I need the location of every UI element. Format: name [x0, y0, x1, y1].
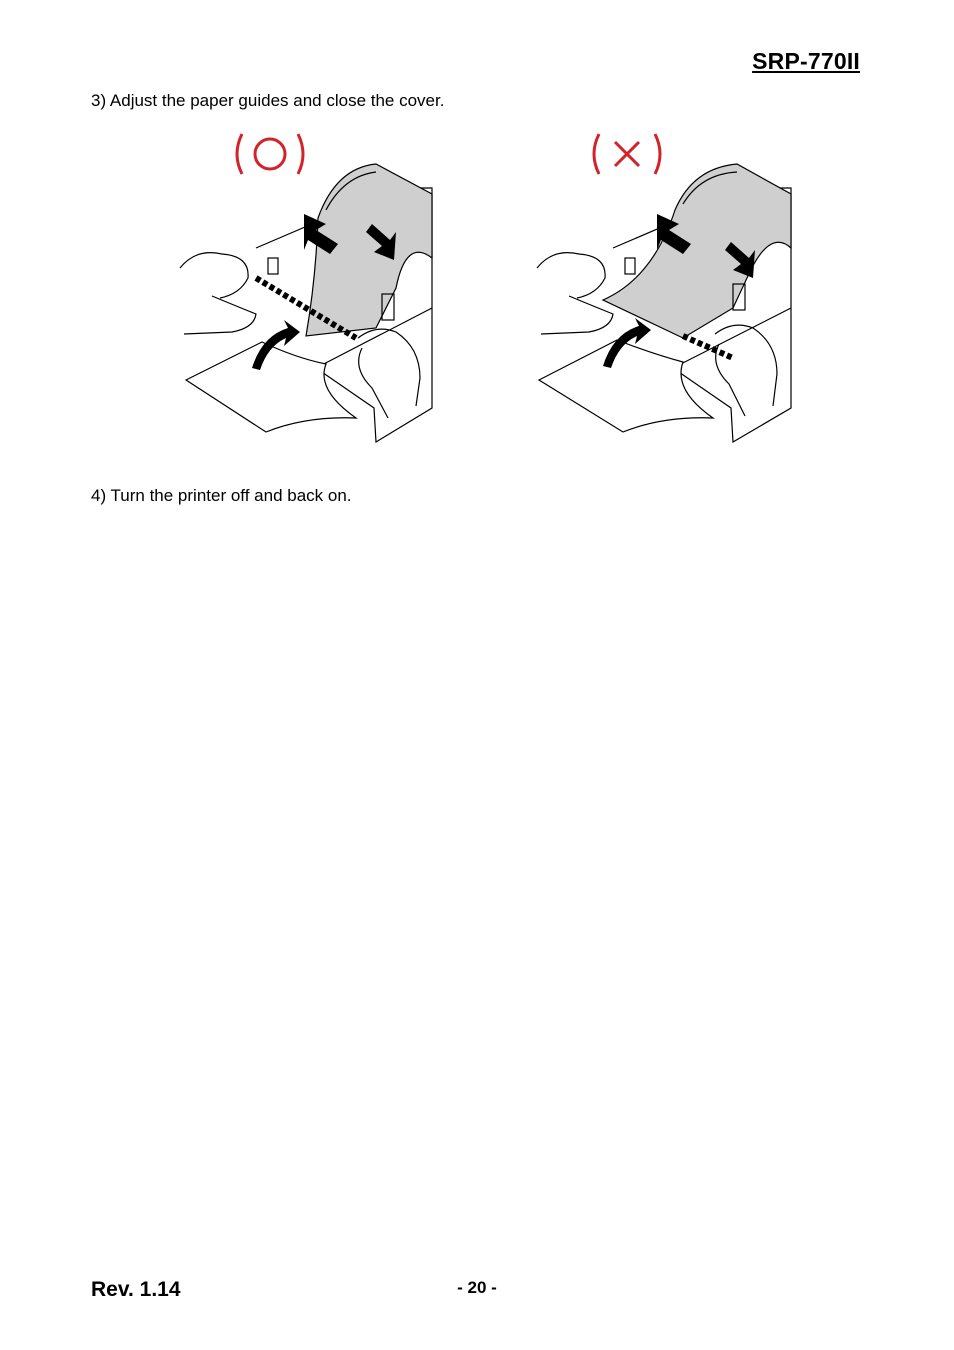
printer-illustration: [176, 128, 434, 448]
figure-incorrect-paper-guides: [533, 128, 793, 448]
step-4-text: 4) Turn the printer off and back on.: [91, 486, 352, 505]
step-3-text: 3) Adjust the paper guides and close the cover.: [91, 91, 445, 110]
document-model-title: SRP-770II: [752, 48, 860, 74]
revision-label: Rev. 1.14: [91, 1278, 181, 1301]
page-number: - 20 -: [457, 1278, 497, 1297]
printer-illustration: [533, 128, 793, 448]
figure-correct-paper-guides: [176, 128, 434, 448]
